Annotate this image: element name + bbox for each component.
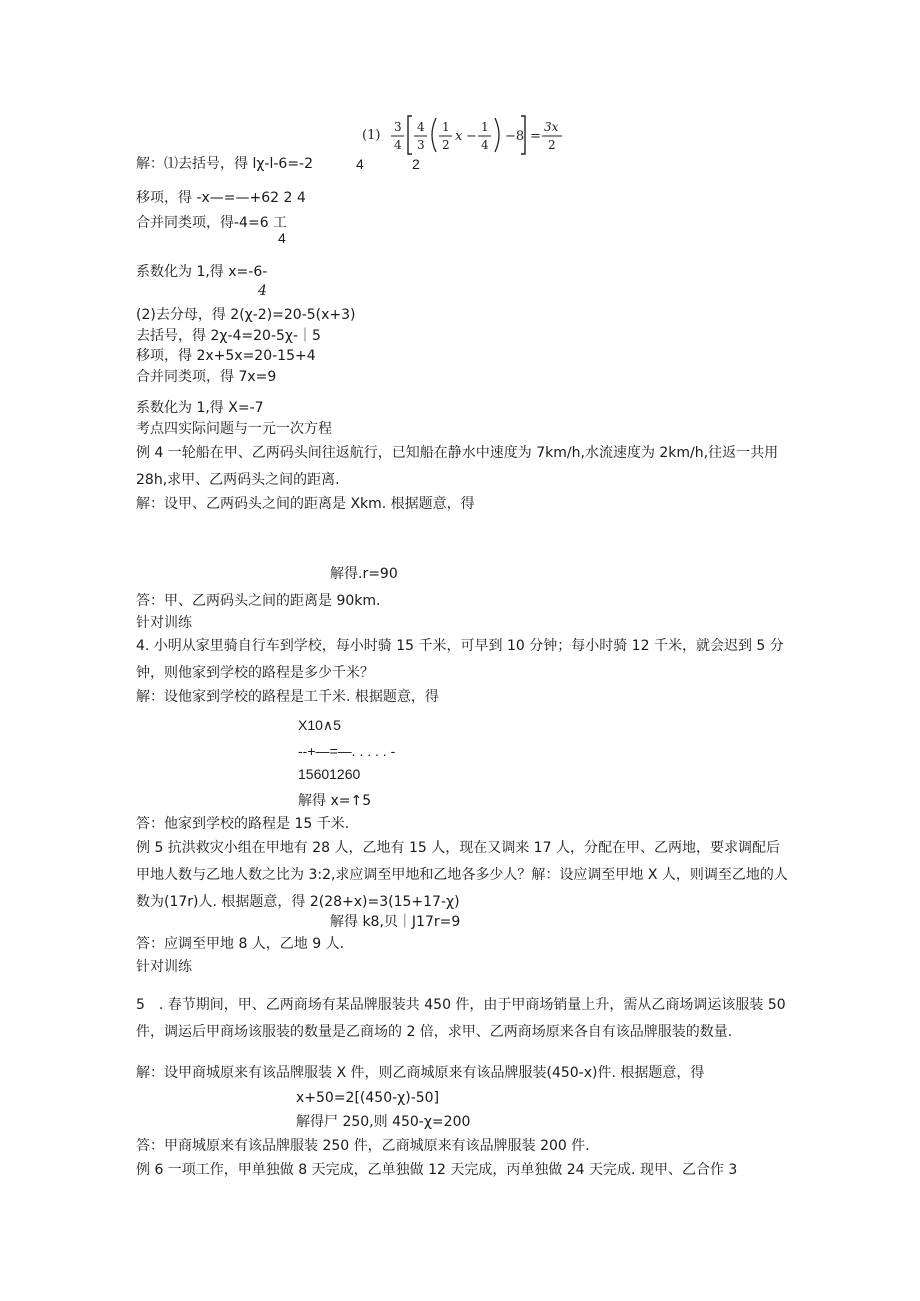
eq-minus: − (466, 129, 477, 144)
solution-part-2-step-5: 系数化为 1,得 X=-7 (136, 400, 264, 416)
exercise-4-answer: 答：他家到学校的路程是 15 千米. (136, 816, 350, 832)
eq-c3-num: 1 (442, 120, 450, 134)
equation-line: x+50=2[(450-χ)-50] (296, 1090, 440, 1106)
eq-rhs-num: 3x (544, 120, 559, 134)
example-5-problem: 例 5 抗洪救灾小组在甲地有 28 人，乙地有 15 人，现在又调来 17 人，分配在甲、乙两地，要求调配后甲地人数与乙地人数之比为 3:2,求应调至甲地和乙地各多少人？解：设应调至甲地 X 人，则调至乙地的人数为(17r)人. 根据题意，得 2(28+x)=3(15+17-χ) (136, 840, 788, 910)
example-4-solution-intro: 解：设甲、乙两码头之间的距离是 Xkm. 根据题意，得 (136, 496, 475, 512)
section-heading: 考点四实际问题与一元一次方程 (136, 421, 332, 437)
example-6-problem: 例 6 一项工作，甲单独做 8 天完成，乙单独做 12 天完成，丙单独做 24 天完成. 现甲、乙合作 3 (136, 1162, 738, 1178)
example-4-answer: 答：甲、乙两码头之间的距离是 90km. (136, 593, 381, 609)
solution-part-2-step-3: 移项，得 2x+5x=20-15+4 (136, 348, 316, 364)
text: 解：⑴去括号，得 lχ-l-6=-2 (136, 156, 314, 172)
exercise-5-answer: 答：甲商城原来有该品牌服装 250 件，乙商城原来有该品牌服装 200 件. (136, 1138, 590, 1154)
solution-part-2-step-4: 合并同类项，得 7x=9 (136, 369, 277, 385)
exercise-5-solution-intro: 解：设甲商城原来有该品牌服装 X 件，则乙商城原来有该品牌服装(450-x)件. 根据题意，得 (136, 1065, 705, 1081)
practice-heading: 针对训练 (136, 959, 192, 975)
eq-c3-den: 2 (442, 138, 450, 152)
fraction-denominator: 4 (278, 230, 286, 246)
exercise-5-result: 解得尸 250,则 450-χ=200 (296, 1114, 471, 1130)
equation-image (360, 112, 570, 158)
example-5-answer: 答：应调至甲地 8 人，乙地 9 人. (136, 936, 345, 952)
eq-c2-den: 3 (417, 138, 425, 152)
equation-line: 15601260 (298, 766, 361, 782)
eq-left-bracket (408, 116, 412, 154)
eq-c1-num: 3 (394, 120, 402, 134)
eq-x: x (455, 129, 463, 144)
eq-minus-eight: −8 (505, 129, 525, 144)
exercise-4-result: 解得 x=↑5 (298, 793, 372, 809)
solution-step-2: 移项，得 -x—=—+62 2 4 (136, 190, 306, 206)
example-5-result: 解得 k8,贝｜J17r=9 (330, 914, 461, 930)
equation-line: --+—=—. . . . . - (298, 743, 396, 759)
fraction-denominator: 4 (356, 156, 364, 172)
eq-left-paren (432, 118, 436, 152)
eq-label: (1) (362, 128, 381, 143)
solution-part-2-step-1: (2)去分母，得 2(χ-2)=20-5(x+3) (136, 307, 356, 323)
solution-step-1 (136, 155, 313, 173)
practice-heading: 针对训练 (136, 615, 192, 631)
eq-c2-num: 4 (417, 120, 425, 134)
eq-c4-num: 1 (481, 120, 489, 134)
example-4-problem: 例 4 一轮船在甲、乙两码头间往返航行，已知船在静水中速度为 7km∕h,水流速度为 2km∕h,往返一共用 28h,求甲、乙两码头之间的距离. (136, 445, 779, 488)
eq-equals: = (530, 129, 541, 144)
example-4-result: 解得.r=90 (330, 566, 398, 582)
eq-right-paren (495, 118, 499, 152)
equation-line: X10∧5 (298, 717, 341, 733)
solution-step-3: 合并同类项，得-4=6 工 (136, 215, 288, 231)
exercise-5-problem: 5 . 春节期间，甲、乙两商场有某品牌服装共 450 件，由于甲商场销量上升，需从乙商场调运该服装 50 件，调运后甲商场该服装的数量是乙商场的 2 倍，求甲、乙两商场原来各自有该品牌服装的数量. (136, 997, 786, 1040)
solution-step-4: 系数化为 1,得 x=-6- (136, 264, 268, 280)
eq-rhs-den: 2 (548, 138, 556, 152)
eq-c4-den: 4 (481, 138, 489, 152)
solution-part-2-step-2: 去括号，得 2χ-4=20-5χ-｜5 (136, 328, 321, 344)
eq-c1-den: 4 (394, 138, 402, 152)
exercise-4-solution-intro: 解：设他家到学校的路程是工千米. 根据题意，得 (136, 689, 439, 705)
exercise-4-problem: 4. 小明从家里骑自行车到学校，每小时骑 15 千米，可早到 10 分钟；每小时骑 12 千米，就会迟到 5 分钟，则他家到学校的路程是多少千米？ (136, 638, 784, 681)
fraction-denominator: 2 (412, 156, 420, 172)
fraction-denominator: 4 (258, 283, 267, 299)
